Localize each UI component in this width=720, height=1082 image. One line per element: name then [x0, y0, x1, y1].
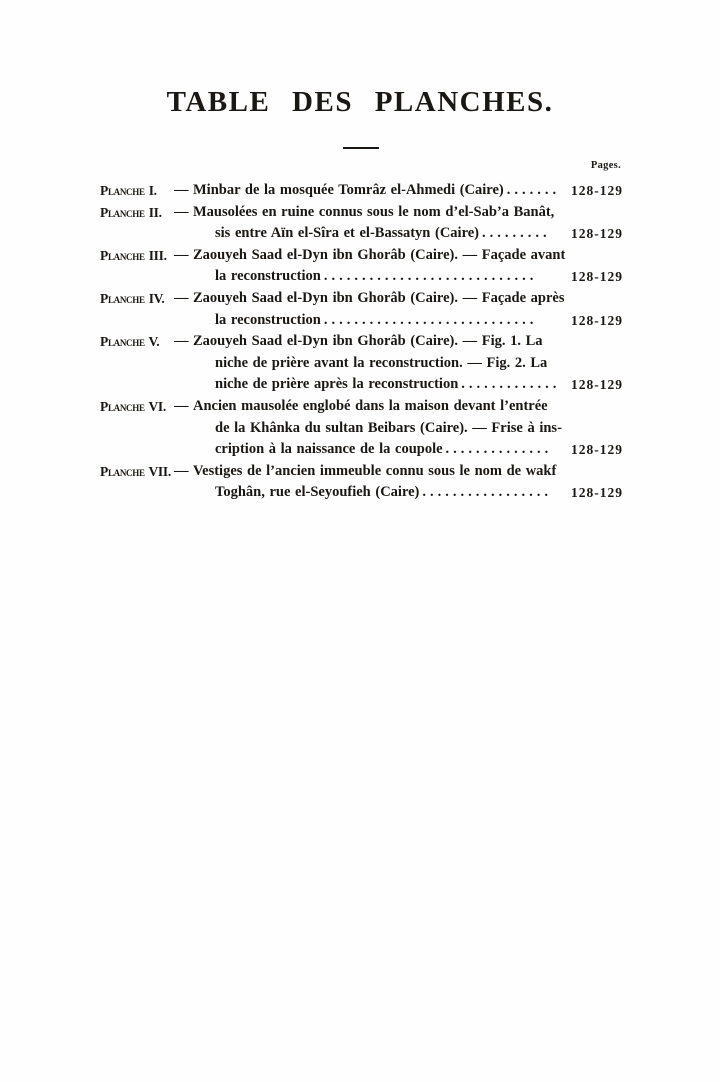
- dot-leader: .........: [482, 225, 551, 242]
- description-line: [193, 310, 623, 332]
- plate-entry: [100, 331, 623, 396]
- plate-entry: [100, 396, 623, 461]
- page-number: 128-129: [571, 226, 623, 242]
- entry-text: niche de prière après la reconstruction: [215, 376, 459, 393]
- plate-entry: [100, 461, 623, 504]
- entry-dash: —: [174, 246, 189, 263]
- dot-leader: .......: [506, 182, 561, 198]
- title-divider-rule: [343, 147, 379, 149]
- description-line: [193, 353, 623, 375]
- page-number: 128-129: [571, 442, 623, 458]
- entry-dash: —: [174, 203, 189, 220]
- description-line: [193, 245, 623, 267]
- entry-text: la reconstruction: [215, 268, 321, 285]
- pages-column-header: Pages.: [590, 160, 621, 171]
- entry-text: cription à la naissance de la coupole: [215, 441, 443, 458]
- description-line: [193, 288, 623, 310]
- description-line: [193, 482, 623, 504]
- entry-dash: —: [174, 397, 189, 414]
- page-number: 128-129: [571, 485, 623, 501]
- description-line: [193, 202, 623, 224]
- plate-description: [193, 396, 623, 461]
- entry-text: de la Khânka du sultan Beibars (Caire). — Frise à ins-: [215, 419, 562, 436]
- plate-label: Planche VI.: [100, 398, 166, 414]
- entry-text: Vestiges de l’ancien immeuble connu sous le nom de wakf: [193, 462, 557, 479]
- dot-leader: .............: [461, 376, 561, 393]
- plate-entry: [100, 180, 623, 202]
- plate-label: Planche V.: [100, 334, 160, 350]
- entry-text: Toghân, rue el-Seyoufieh (Caire): [215, 484, 420, 501]
- plates-list: [100, 180, 623, 504]
- entry-dash: —: [174, 462, 189, 479]
- description-line: [193, 223, 623, 245]
- plate-description: [193, 461, 623, 504]
- dot-leader: ..............: [445, 441, 553, 458]
- entry-text: Ancien mausolée englobé dans la maison devant l’entrée: [193, 397, 548, 414]
- dot-leader: ............................: [323, 311, 538, 328]
- description-line: [193, 439, 623, 461]
- entry-dash: —: [174, 333, 189, 350]
- description-line: [193, 418, 623, 440]
- description-line: [193, 180, 623, 202]
- plate-entry: [100, 245, 623, 288]
- plate-label: Planche VII.: [100, 463, 171, 479]
- description-line: [193, 266, 623, 288]
- entry-text: Minbar de la mosquée Tomrâz el-Ahmedi (Caire): [193, 182, 504, 198]
- entry-text: sis entre Aïn el-Sîra et el-Bassatyn (Caire): [215, 225, 480, 242]
- plate-label: Planche II.: [100, 204, 162, 220]
- page-number: 128-129: [571, 269, 623, 285]
- entry-text: la reconstruction: [215, 311, 321, 328]
- plate-entry: [100, 288, 623, 331]
- plate-description: [193, 245, 623, 288]
- plate-description: [193, 331, 623, 396]
- dot-leader: ............................: [323, 268, 538, 285]
- description-line: [193, 374, 623, 396]
- entry-text: Zaouyeh Saad el-Dyn ibn Ghorâb (Caire). — Façade avant: [193, 246, 566, 263]
- entry-dash: —: [174, 182, 189, 198]
- dot-leader: .................: [422, 484, 553, 501]
- plate-label: Planche I.: [100, 183, 157, 198]
- entry-text: Mausolées en ruine connus sous le nom d’el-Sab’a Banât,: [193, 203, 555, 220]
- plate-description: [193, 202, 623, 245]
- description-line: [193, 461, 623, 483]
- plate-description: [193, 180, 623, 202]
- description-line: [193, 331, 623, 353]
- plate-label: Planche IV.: [100, 290, 165, 306]
- entry-text: niche de prière avant la reconstruction. — Fig. 2. La: [215, 354, 548, 371]
- description-line: [193, 396, 623, 418]
- entry-dash: —: [174, 289, 189, 306]
- page-number: 128-129: [571, 377, 623, 393]
- entry-text: Zaouyeh Saad el-Dyn ibn Ghorâb (Caire). — Façade après: [193, 289, 565, 306]
- page-title: TABLE DES PLANCHES.: [166, 86, 554, 118]
- plate-label: Planche III.: [100, 247, 167, 263]
- page-number: 128-129: [571, 312, 623, 328]
- page-number: 128-129: [571, 183, 623, 198]
- plate-entry: [100, 202, 623, 245]
- entry-text: Zaouyeh Saad el-Dyn ibn Ghorâb (Caire). — Fig. 1. La: [193, 333, 543, 350]
- plate-description: [193, 288, 623, 331]
